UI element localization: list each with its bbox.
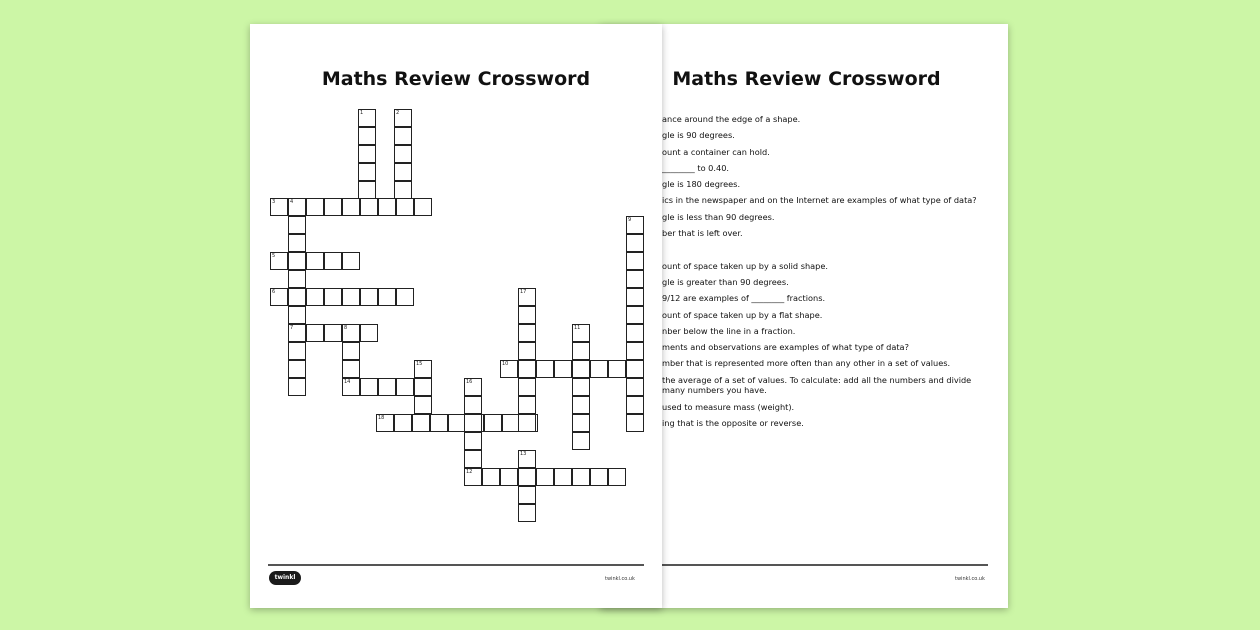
crossword-cell[interactable] [518, 360, 536, 378]
clue-number: 9 [628, 217, 632, 223]
crossword-cell[interactable] [572, 432, 590, 450]
crossword-cell[interactable] [626, 396, 644, 414]
crossword-cell[interactable] [414, 198, 432, 216]
crossword-cell[interactable] [288, 360, 306, 378]
crossword-cell[interactable] [572, 468, 590, 486]
crossword-cell[interactable] [626, 414, 644, 432]
crossword-cell[interactable] [378, 198, 396, 216]
clue-number: 15 [416, 361, 423, 367]
clue-item: ________ to 0.40. [662, 162, 730, 173]
crossword-cell[interactable] [590, 360, 608, 378]
crossword-cell[interactable] [414, 378, 432, 396]
crossword-cell[interactable] [394, 145, 412, 163]
crossword-cell[interactable] [306, 252, 324, 270]
clue-item: ount a container can hold. [662, 146, 770, 157]
crossword-cell[interactable] [626, 324, 644, 342]
clue-item: 9/12 are examples of ________ fractions. [662, 293, 826, 304]
clue-number: 12 [466, 469, 473, 475]
clue-item: ount of space taken up by a flat shape. [662, 309, 823, 320]
crossword-cell[interactable] [536, 468, 554, 486]
clue-number: 2 [396, 110, 400, 116]
crossword-cell[interactable] [288, 342, 306, 360]
clue-number: 10 [502, 361, 509, 367]
clue-item: used to measure mass (weight). [662, 401, 795, 412]
crossword-cell[interactable] [358, 163, 376, 181]
clue-number: 11 [574, 325, 581, 331]
clue-number: 7 [290, 325, 294, 331]
clues-sheet-title: Maths Review Crossword [672, 68, 941, 90]
crossword-cell[interactable] [464, 432, 482, 450]
clue-item: gle is 180 degrees. [662, 179, 741, 190]
crossword-cell[interactable] [288, 216, 306, 234]
clue-item: ance around the edge of a shape. [662, 114, 801, 124]
crossword-cell[interactable] [342, 342, 360, 360]
crossword-cell[interactable] [572, 414, 590, 432]
clue-item: ount of space taken up by a solid shape. [662, 260, 829, 271]
clue-number: 17 [520, 289, 527, 295]
crossword-cell[interactable] [394, 414, 412, 432]
clue-item: ing that is the opposite or reverse. [662, 417, 804, 428]
crossword-cell[interactable] [572, 396, 590, 414]
crossword-cell[interactable] [288, 252, 306, 270]
crossword-cell[interactable] [394, 163, 412, 181]
clue-number: 3 [272, 199, 276, 205]
clue-item: mber that is represented more often than any other in a set of values. [662, 358, 951, 369]
clue-number: 6 [272, 289, 276, 295]
crossword-cell[interactable] [554, 468, 572, 486]
crossword-cell[interactable] [572, 378, 590, 396]
crossword-cell[interactable] [288, 306, 306, 324]
crossword-cell[interactable] [360, 378, 378, 396]
crossword-cell[interactable] [518, 396, 536, 414]
crossword-cell[interactable] [572, 342, 590, 360]
crossword-cell[interactable] [626, 252, 644, 270]
crossword-cell[interactable] [306, 324, 324, 342]
crossword-cell[interactable] [500, 468, 518, 486]
crossword-cell[interactable] [412, 414, 430, 432]
crossword-cell[interactable] [626, 378, 644, 396]
clue-number: 1 [360, 110, 364, 116]
crossword-cell[interactable] [518, 378, 536, 396]
clue-number: 16 [466, 379, 473, 385]
crossword-cell[interactable] [342, 252, 360, 270]
crossword-cell[interactable] [324, 324, 342, 342]
clue-item: ments and observations are examples of what type of data? [662, 342, 909, 353]
crossword-cell[interactable] [288, 378, 306, 396]
crossword-cell[interactable] [518, 324, 536, 342]
crossword-cell[interactable] [554, 360, 572, 378]
crossword-cell[interactable] [518, 414, 536, 432]
crossword-cell[interactable] [464, 414, 482, 432]
crossword-cell[interactable] [626, 234, 644, 252]
crossword-cell[interactable] [378, 288, 396, 306]
crossword-cell[interactable] [464, 396, 482, 414]
crossword-sheet [250, 24, 662, 608]
footer-divider [662, 564, 988, 566]
clue-list [662, 102, 1002, 434]
crossword-cell[interactable] [626, 288, 644, 306]
crossword-cell[interactable] [358, 145, 376, 163]
crossword-cell[interactable] [536, 360, 554, 378]
crossword-cell[interactable] [464, 450, 482, 468]
crossword-cell[interactable] [572, 360, 590, 378]
clue-item: gle is greater than 90 degrees. [662, 276, 789, 287]
crossword-cell[interactable] [358, 127, 376, 145]
clue-number: 13 [520, 451, 527, 457]
crossword-grid [250, 24, 662, 608]
crossword-cell[interactable] [360, 288, 378, 306]
clue-heading [662, 102, 1002, 114]
clue-item: gle is 90 degrees. [662, 130, 735, 141]
clue-item: nber below the line in a fraction. [662, 325, 796, 336]
crossword-cell[interactable] [288, 288, 306, 306]
crossword-cell[interactable] [518, 306, 536, 324]
crossword-cell[interactable] [608, 360, 626, 378]
crossword-cell[interactable] [288, 234, 306, 252]
crossword-cell[interactable] [394, 127, 412, 145]
footer-divider [268, 564, 644, 566]
crossword-cell[interactable] [360, 198, 378, 216]
crossword-cell[interactable] [430, 414, 448, 432]
crossword-cell[interactable] [394, 181, 412, 199]
crossword-sheet-title: Maths Review Crossword [321, 68, 591, 90]
twinkl-logo: twinkl [269, 571, 301, 585]
crossword-cell[interactable] [626, 270, 644, 288]
clue-item: gle is less than 90 degrees. [662, 211, 775, 222]
clue-number: 14 [344, 379, 351, 385]
crossword-cell[interactable] [484, 414, 502, 432]
crossword-cell[interactable] [324, 252, 342, 270]
crossword-cell[interactable] [378, 378, 396, 396]
clue-number: 18 [378, 415, 385, 421]
crossword-cell[interactable] [518, 504, 536, 522]
crossword-cell[interactable] [626, 306, 644, 324]
crossword-cell[interactable] [342, 288, 360, 306]
website-label: twinkl.co.uk [605, 576, 635, 582]
crossword-cell[interactable] [590, 468, 608, 486]
crossword-cell[interactable] [342, 198, 360, 216]
clue-item: the average of a set of values. To calculate: add all the numbers and divide many numbers you have. [662, 374, 972, 396]
website-label: twinkl.co.uk [955, 576, 985, 582]
crossword-cell[interactable] [396, 198, 414, 216]
crossword-cell[interactable] [288, 270, 306, 288]
crossword-cell[interactable] [518, 468, 536, 486]
crossword-cell[interactable] [306, 198, 324, 216]
crossword-cell[interactable] [324, 288, 342, 306]
crossword-cell[interactable] [626, 360, 644, 378]
crossword-cell[interactable] [626, 342, 644, 360]
crossword-cell[interactable] [518, 486, 536, 504]
crossword-cell[interactable] [306, 288, 324, 306]
crossword-cell[interactable] [324, 198, 342, 216]
crossword-cell[interactable] [482, 468, 500, 486]
clue-number: 5 [272, 253, 276, 259]
clue-item: ber that is left over. [662, 228, 743, 239]
crossword-cell[interactable] [414, 396, 432, 414]
clue-number: 4 [290, 199, 294, 205]
crossword-cell[interactable] [358, 181, 376, 199]
crossword-cell[interactable] [342, 360, 360, 378]
clue-item: ics in the newspaper and on the Internet are examples of what type of data? [662, 195, 977, 206]
crossword-cell[interactable] [396, 378, 414, 396]
crossword-cell[interactable] [360, 324, 378, 342]
crossword-cell[interactable] [518, 342, 536, 360]
crossword-cell[interactable] [608, 468, 626, 486]
crossword-cell[interactable] [396, 288, 414, 306]
clue-item [662, 244, 1002, 255]
clue-number: 8 [344, 325, 348, 331]
